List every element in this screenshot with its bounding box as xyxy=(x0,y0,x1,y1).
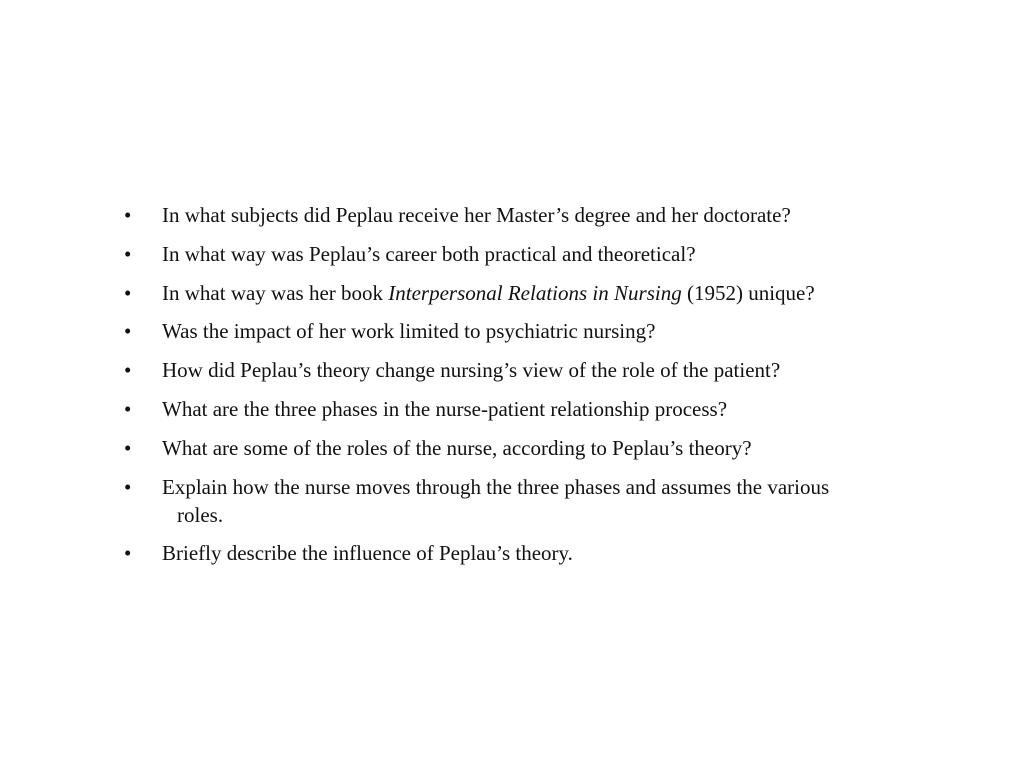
question-item-1 xyxy=(124,201,944,229)
question-text-3 xyxy=(162,281,815,305)
question-text-3-suffix: (1952) unique? xyxy=(681,280,815,305)
bullet-icon: • xyxy=(124,435,132,460)
question-text-2: In what way was Peplau’s career both practical and theoretical? xyxy=(162,241,696,266)
question-text-8: Explain how the nurse moves through the three phases and assumes the various roles. xyxy=(162,474,830,527)
bullet-icon: • xyxy=(124,319,132,344)
question-text-4: Was the impact of her work limited to psychiatric nursing? xyxy=(162,319,656,344)
question-item-6 xyxy=(124,395,944,423)
bullet-icon: • xyxy=(124,396,132,421)
question-text-5: How did Peplau’s theory change nursing’s view of the role of the patient? xyxy=(162,358,781,383)
study-question-list xyxy=(124,201,944,578)
question-item-9 xyxy=(124,539,944,567)
question-item-3 xyxy=(124,279,944,307)
question-text-6: What are the three phases in the nurse-patient relationship process? xyxy=(162,396,728,421)
bullet-icon: • xyxy=(124,280,132,305)
question-text-3-prefix: In what way was her book xyxy=(162,280,389,305)
question-item-2 xyxy=(124,240,944,268)
question-item-7 xyxy=(124,434,944,462)
bullet-icon: • xyxy=(124,474,132,499)
question-item-8 xyxy=(124,473,944,529)
bullet-icon: • xyxy=(124,358,132,383)
book-title: Interpersonal Relations in Nursing xyxy=(388,280,682,305)
bullet-icon: • xyxy=(124,541,132,566)
question-item-5 xyxy=(124,356,944,384)
question-text-1: In what subjects did Peplau receive her Master’s degree and her doctorate? xyxy=(162,203,791,227)
question-text-9: Briefly describe the influence of Peplau’s theory. xyxy=(162,541,573,566)
question-item-4 xyxy=(124,317,944,345)
bullet-icon: • xyxy=(124,241,132,266)
bullet-icon: • xyxy=(124,203,132,227)
question-text-7: What are some of the roles of the nurse, according to Peplau’s theory? xyxy=(162,435,752,460)
